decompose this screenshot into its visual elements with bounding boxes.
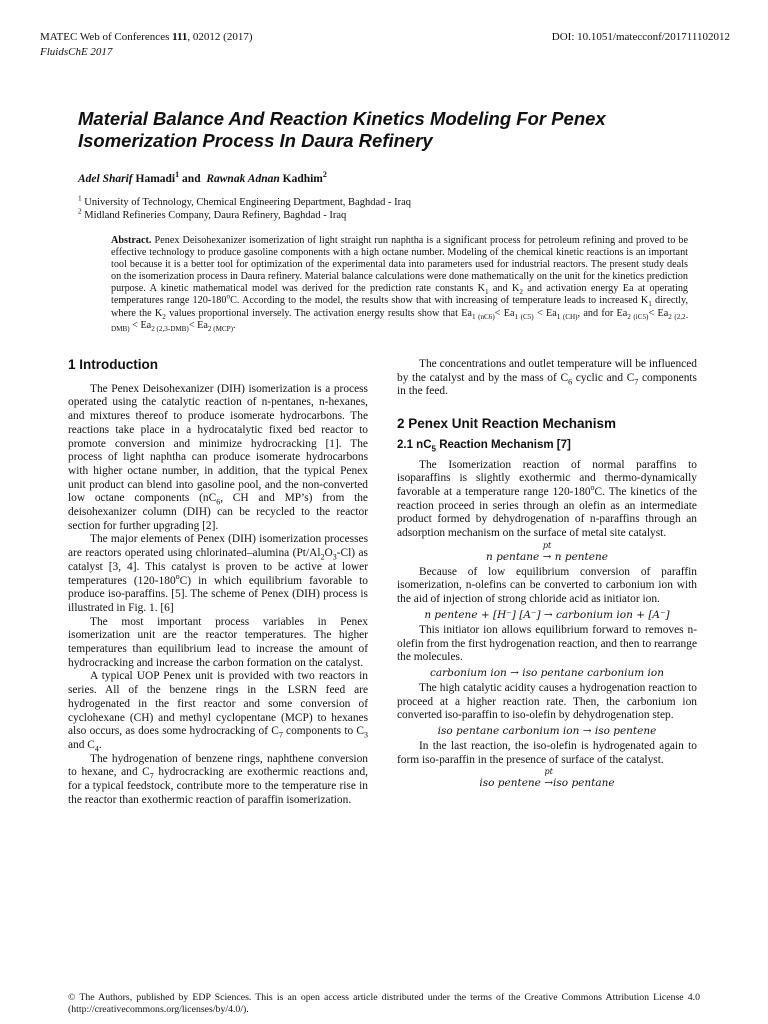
left-column	[68, 358, 368, 808]
sub: 7	[278, 730, 283, 740]
paragraph: In the last reaction, the iso-olefin is hydrogenated again to form iso-paraffin in the presence of surface of the catalyst.	[397, 740, 697, 766]
text: The major elements of Penex (DIH) isomerization processes are reactors operated using chlorinated–alumina (Pt/Al	[68, 533, 368, 560]
sub: 3	[364, 730, 369, 740]
equation-3: carbonium ion → iso pentane carbonium ion	[429, 666, 664, 679]
sub: 6	[216, 497, 221, 507]
sub: 1 (nC6)	[471, 312, 495, 321]
paragraph: Because of low equilibrium conversion of paraffin isomerization, n-olefins can be converted to carbonium ion with the aid of injection of strong chloride acid as initiator ion.	[397, 565, 697, 606]
catalyst-label: pt	[542, 540, 552, 550]
abstract-text: and activation energy Ea at operating temperatures range 120-180	[111, 283, 689, 307]
text: n pentene	[551, 550, 608, 563]
arrow: →	[544, 777, 554, 790]
abstract-label: Abstract.	[111, 235, 152, 246]
sub: 2 (MCP)	[207, 324, 233, 333]
degree: o	[226, 293, 231, 302]
doi: DOI: 10.1051/matecconf/201711102012	[551, 31, 730, 43]
affiliation-1	[78, 193, 412, 209]
abstract-text: < Ea	[648, 307, 669, 319]
journal-volume: 111	[172, 31, 188, 43]
text: cyclic and C	[572, 371, 635, 384]
paragraph: This initiator ion allows equilibrium forward to removes n-olefin from the first hydrogenation reaction, and then to rearrange the molecules.	[397, 623, 697, 664]
section-heading-introduction: 1 Introduction	[68, 357, 158, 372]
sub: 1	[484, 288, 489, 297]
paragraph	[397, 459, 697, 541]
abstract-text: values proportional inversely. The activation energy results show that Ea	[165, 307, 472, 319]
abstract-text: .	[233, 319, 236, 331]
paragraph: The high catalytic acidity causes a hydrogenation reaction to proceed at a higher reaction rate. Then, the carbonium ion converted iso-paraffin to iso-olefin by dehydrogenation step.	[397, 681, 697, 722]
paragraph	[68, 533, 368, 615]
author-2-family: Kadhim	[282, 173, 323, 185]
sub: 7	[634, 376, 639, 386]
sub: 4	[94, 744, 99, 754]
subsection-heading	[397, 439, 697, 453]
paper-title: Material Balance And Reaction Kinetics Modeling For Penex Isomerization Process In Daura Refinery	[78, 108, 606, 151]
abstract-text: Penex Deisohexanizer isomerization of light straight run naphtha is a significant process for petroleum refining and proved to be effective technology to produce gasoline components with a high octane number. Modeling of the chemical kinetic reactions is an important tool because it is a better tool for optimization of the experimental data into parameters used for industrial reactors. The present study deals on the isomerization process in Daura refinery. Material balance calculations were done mathematically on the unit for the kinetics prediction purpose. A kinetic mathematical model was derived for the prediction rate constants K	[111, 235, 688, 295]
abstract-text: , and for Ea	[577, 307, 628, 319]
sub: 1	[648, 300, 652, 309]
text: and C	[68, 738, 95, 751]
authors-and: and	[182, 173, 201, 185]
affiliation-2-mark: 2	[78, 206, 82, 216]
text: The Isomerization reaction of normal paraffins to isoparaffins is slightly exothermic and thermo-dynamically favorable at a temperature range 120-180	[397, 458, 697, 498]
authors	[78, 170, 327, 185]
right-column	[397, 358, 697, 792]
sub: 3	[332, 552, 337, 562]
equation-5	[397, 768, 697, 791]
abstract-text: < Ea	[533, 307, 557, 319]
text: iso pentene	[479, 777, 545, 790]
sub: 2 (2,3-DMB)	[151, 324, 189, 333]
equation-4: iso pentane carbonium ion → iso pentene	[437, 725, 657, 738]
affiliation-1-text: University of Technology, Chemical Engineering Department, Baghdad - Iraq	[84, 197, 412, 208]
paragraph	[68, 670, 368, 752]
paragraph	[68, 753, 368, 808]
affiliation-2	[78, 206, 347, 222]
text: The concentrations and outlet temperature will be influenced by the catalyst and by the mass of C	[397, 358, 697, 384]
article-number: , 02012 (2017)	[187, 31, 253, 43]
affiliation-2-text: Midland Refineries Company, Daura Refinery, Baghdad - Iraq	[84, 210, 347, 221]
abstract-text: < Ea	[129, 319, 152, 331]
conference-name: FluidsChE 2017	[40, 46, 113, 58]
text: components to C	[282, 725, 365, 738]
sub: 7	[149, 771, 154, 781]
sub: 2 (2,2-DMB)	[111, 312, 688, 333]
equation-1	[397, 542, 697, 565]
paragraph	[68, 383, 368, 534]
text: , CH and MP’s) from the deisohexanizer column (DIH) can be recycled to the reactor section for further upgrading [2].	[68, 492, 368, 532]
text: components in the feed.	[397, 371, 697, 398]
sub: 2 (iC5)	[627, 312, 649, 321]
sub: 1 (C5)	[514, 312, 534, 321]
degree: o	[590, 483, 595, 493]
abstract-text: and K	[488, 283, 520, 295]
abstract-text: directly, where the K	[111, 295, 688, 319]
author-2-mark: 2	[322, 170, 327, 180]
journal-name: MATEC Web of Conferences	[40, 31, 170, 43]
text: The hydrogenation of benzene rings, naphthene conversion to hexane, and C	[68, 752, 368, 779]
text: -Cl) as catalyst [3, 4]. This catalyst is proven to be active at lower temperatures (120-180	[68, 547, 368, 587]
text: iso pentane	[553, 777, 615, 790]
author-1-given: Adel Sharif	[78, 173, 133, 185]
abstract	[111, 235, 688, 332]
abstract-text: < Ea	[188, 319, 208, 331]
paragraph: The most important process variables in Penex isomerization unit are the reactor temperatures. The higher temperatures than equilibrium lead to increase the amount of hydrocracking and increase the carbon formation on the catalyst.	[68, 615, 368, 669]
author-2-given: Rawnak Adnan	[206, 173, 280, 185]
section-heading-mechanism: 2 Penex Unit Reaction Mechanism	[397, 416, 617, 432]
text: O	[324, 547, 333, 560]
sub: 2	[519, 288, 523, 297]
text: .	[98, 738, 102, 751]
text: The Penex Deisohexanizer (DIH) isomerization is a process operated using the catalytic reaction of n-pentanes, n-hexanes, and mixtures thereof to produce isomerate hydrocarbons. The reactions take place in a hydrocatalytic fixed bed reactor to promote conversion and minimize hydrocracking [1]. The process of light naphtha can produce isomerate hydrocarbons with higher octane number, in addition, that the typical Penex unit product can blend into gasoline pool, and the non-converted low octane components (nC	[68, 382, 368, 505]
sub: 2	[162, 312, 166, 321]
text: n pentane	[486, 550, 543, 563]
text: hydrocracking are exothermic reactions and, for a typical feedstock, contribute more to the temperature rise in the reactor than exothermic reaction of paraffin isomerization.	[68, 766, 368, 806]
affiliation-1-mark: 1	[78, 193, 82, 203]
journal-header	[40, 31, 252, 44]
paragraph	[397, 358, 697, 399]
license-footer: © The Authors, published by EDP Sciences. This is an open access article distributed under the terms of the Creative Commons Attribution License 4.0 (http://creativecommons.org/licenses/by/4.0/).	[68, 992, 700, 1015]
abstract-text: C. According to the model, the results show that with increasing of temperature leads to increased K	[230, 295, 649, 307]
degree: o	[175, 571, 180, 581]
text: Reaction Mechanism [7]	[436, 438, 571, 451]
text: 2.1 nC	[397, 438, 432, 451]
equation-2: n pentene + [H⁻] [A⁻] → carbonium ion + [A⁻]	[424, 608, 670, 621]
catalyst-label: pt	[544, 767, 553, 777]
sub: 1 (CH)	[556, 312, 578, 321]
abstract-text: < Ea	[494, 307, 515, 319]
author-1-family: Hamadi	[135, 173, 176, 185]
text: A typical UOP Penex unit is provided with two reactors in series. All of the benzene rings in the LSRN feed are hydrogenated in the first reactor and some conversion of cyclohexane (CH) and methyl cyclopentane (MCP) to hexanes also occurs, as does some hydrocracking of C	[68, 670, 368, 738]
sub: 6	[568, 376, 573, 386]
text: C. The kinetics of the reaction proceed in series through an olefin as an intermediate product formed by dehydrogenation of n-paraffins through an adsorption mechanism on the surface of metal site catalyst.	[397, 485, 698, 540]
arrow: →	[542, 550, 552, 563]
sub: 5	[431, 444, 436, 454]
text: C) in which equilibrium favorable to produce iso-paraffins. [5]. The scheme of Penex (DIH) process is illustrated in Fig. 1. [6]	[68, 574, 368, 614]
sub: 2	[320, 552, 325, 562]
author-1-mark: 1	[175, 170, 180, 180]
